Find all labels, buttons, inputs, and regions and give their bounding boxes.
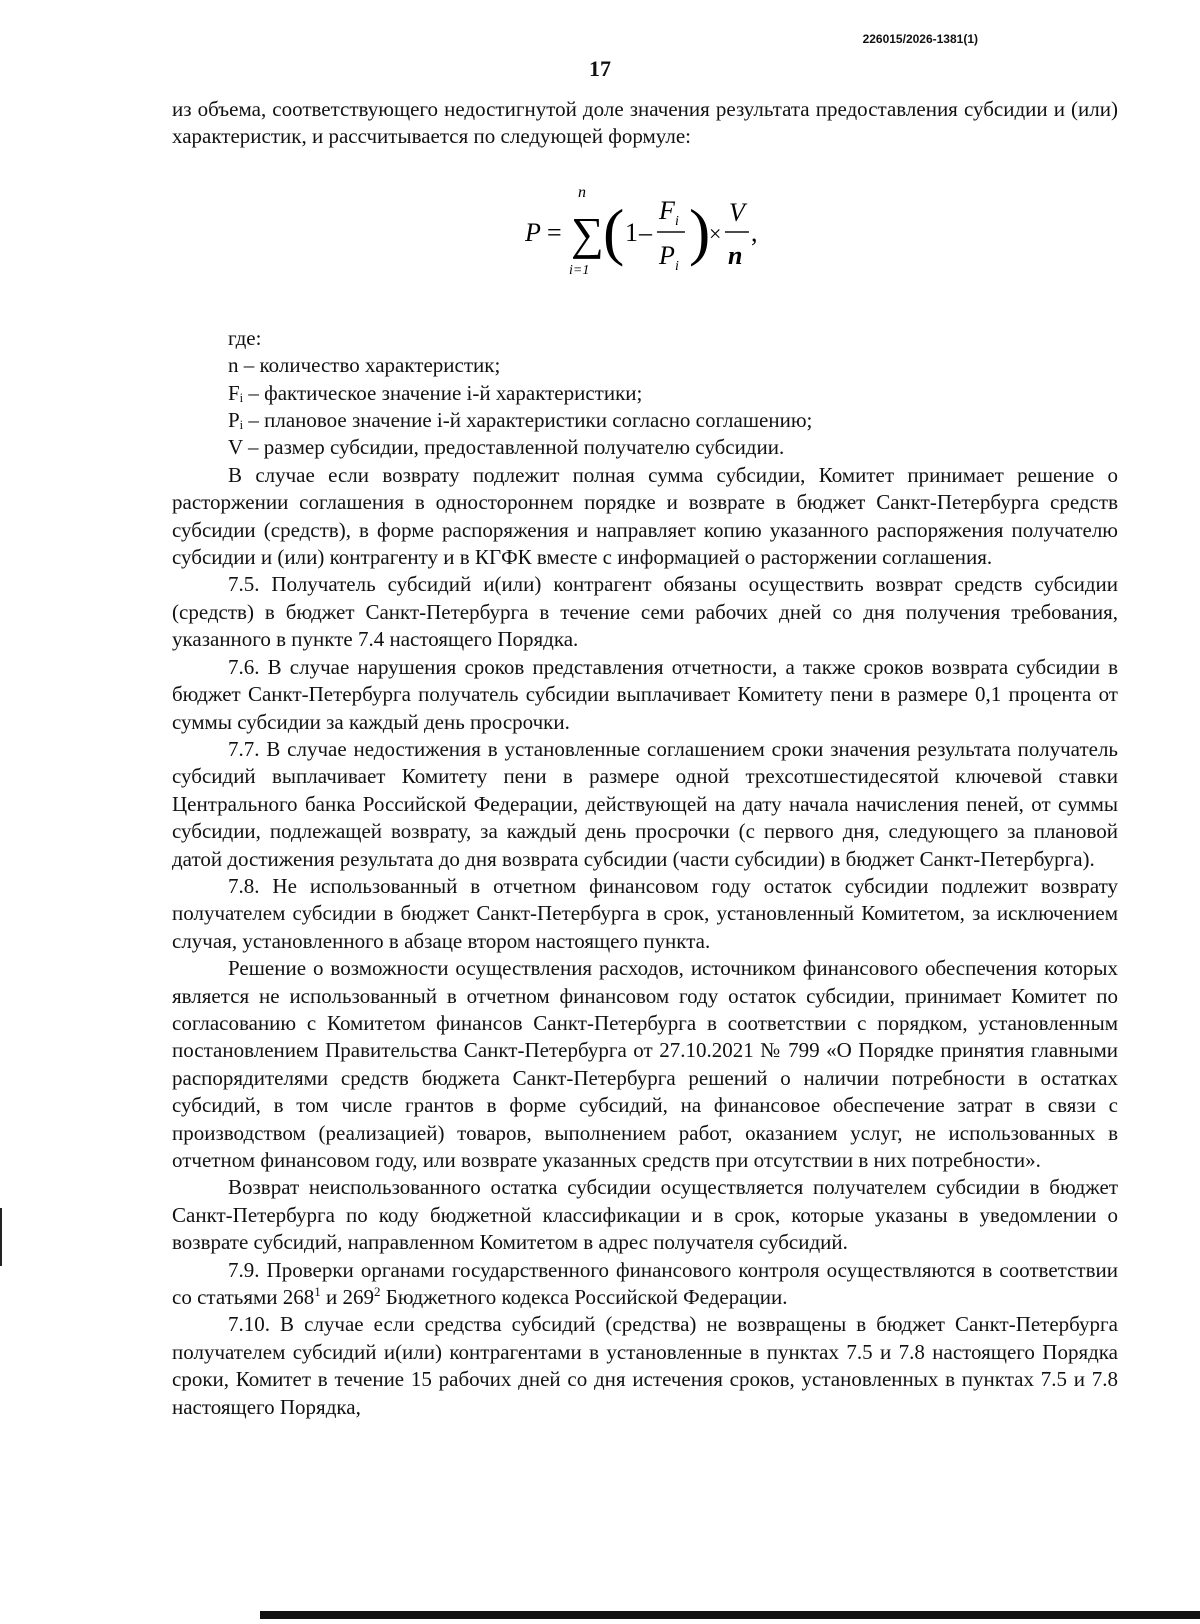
scan-edge-mark	[0, 1208, 2, 1266]
formula-equals: =	[547, 217, 562, 247]
formula	[172, 165, 1118, 297]
formula-sum-lower: i=1	[569, 262, 590, 278]
formula-lhs: P	[525, 217, 541, 247]
p79-sup1: 1	[314, 1284, 321, 1300]
formula-one: 1	[625, 217, 638, 247]
formula-sum-upper: n	[578, 183, 586, 201]
definition-f: Fᵢ – фактическое значение i-й характеристики;	[228, 380, 643, 405]
definition-p: Pᵢ – плановое значение i-й характеристики согласно соглашению;	[228, 408, 813, 433]
formula-right-paren: )	[689, 195, 711, 267]
formula-minus: –	[639, 217, 652, 247]
paragraph-7-10: 7.10. В случае если средства субсидий (средства) не возвращены в бюджет Санкт-Петербурга получателем субсидий и(или) контрагентами в установленные в пунктах 7.5 и 7.8 настоящего Порядка сроки, Комитет в течение 15 рабочих дней со дня истечения сроков, установленных в пунктах 7.5 и 7.8 настоящего Порядка,	[172, 1312, 1118, 1419]
paragraph-decision: Решение о возможности осуществления расходов, источником финансового обеспечения которых является не использованный в отчетном финансовом году остаток субсидии, принимает Комитет по согласованию с Комитетом финансов Санкт-Петербурга в соответствии с порядком, установленным постановлением Правительства Санкт-Петербурга от 27.10.2021 № 799 «О Порядке принятия главными распорядителями средств бюджета Санкт-Петербурга решений о наличии потребности в остатках субсидий, в том числе грантов в форме субсидий, на финансовое обеспечение затрат в связи с производством (реализацией) товаров, выполнением работ, оказанием услуг, не использованных в отчетном финансовом году, или возврате указанных средств при отсутствии в них потребности».	[172, 956, 1118, 1172]
paragraph-full-return: В случае если возврату подлежит полная сумма субсидии, Комитет принимает решение о расторжении соглашения в одностороннем порядке и возврате в бюджет Санкт-Петербурга средств субсидии (средств), в форме распоряжения и направляет копию указанного распоряжения получателю субсидии и (или) контрагенту и в КГФК вместе с информацией о расторжении соглашения.	[172, 462, 1118, 570]
intro-paragraph: из объема, соответствующего недостигнутой доле значения результата предоставления субсидии и (или) характеристик, и рассчитывается по следующей формуле:	[172, 97, 1118, 149]
where-label: где:	[228, 325, 262, 350]
formula-times: ×	[709, 220, 722, 246]
paragraph-7-9	[172, 1257, 1118, 1312]
document-id: 226015/2026-1381(1)	[862, 32, 978, 46]
p79-part3: Бюджетного кодекса Российской Федерации.	[380, 1285, 788, 1310]
definition-v: V – размер субсидии, предоставленной получателю субсидии.	[228, 435, 785, 460]
paragraph-7-6: 7.6. В случае нарушения сроков представления отчетности, а также сроков возврата субсидии в бюджет Санкт-Петербурга получатель субсидии выплачивает Комитету пени в размере 0,1 процента от суммы субсидии за каждый день просрочки.	[172, 654, 1118, 734]
formula-frac1-numerator: F	[659, 195, 675, 225]
paragraph-7-7: 7.7. В случае недостижения в установленные соглашением сроки значения результата получатель субсидий выплачивает Комитету пени в размере одной трехсотшестидесятой ключевой ставки Центрального банка Российской Федерации, действующей на дату начала начисления пеней, от суммы субсидии, подлежащей возврату, за каждый день просрочки (с первого дня, следующего за плановой датой достижения результата до дня возврата субсидии (части субсидии) в бюджет Санкт-Петербурга).	[172, 736, 1118, 871]
formula-sigma: ∑	[571, 207, 604, 259]
page-number: 17	[589, 56, 611, 81]
paragraph-7-8: 7.8. Не использованный в отчетном финансовом году остаток субсидии подлежит возврату получателем субсидии в бюджет Санкт-Петербурга в срок, установленный Комитетом, за исключением случая, установленного в абзаце втором настоящего пункта.	[172, 873, 1118, 953]
p79-sup2: 2	[374, 1284, 381, 1300]
formula-graphic	[525, 169, 765, 293]
p79-part1: 7.9. Проверки органами государственного финансового контроля осуществляются в соответствии со статьями 268	[172, 1257, 1118, 1310]
paragraph-return-remainder: Возврат неиспользованного остатка субсидии осуществляется получателем субсидии в бюджет Санкт-Петербурга по коду бюджетной классификации и в срок, которые указаны в уведомлении о возврате субсидий, направленном Комитетом в адрес получателя субсидий.	[172, 1175, 1118, 1255]
paragraph-7-5: 7.5. Получатель субсидий и(или) контрагент обязаны осуществить возврат средств субсидии (средств) в бюджет Санкт-Петербурга в течение семи рабочих дней со дня получения требования, указанного в пункте 7.4 настоящего Порядка.	[172, 572, 1118, 652]
formula-frac1-denominator: P	[659, 240, 675, 270]
definition-n: n – количество характеристик;	[228, 353, 501, 378]
formula-comma: ,	[751, 217, 758, 247]
formula-frac1-num-sub: i	[675, 213, 679, 229]
formula-frac2-denominator: n	[728, 240, 743, 270]
p79-part2: и 269	[320, 1285, 375, 1310]
formula-left-paren: (	[603, 195, 625, 267]
document-body	[172, 96, 1118, 1421]
formula-frac2-numerator: V	[729, 197, 745, 227]
bottom-scan-bar	[260, 1611, 1200, 1619]
formula-frac1-den-sub: i	[675, 258, 679, 274]
